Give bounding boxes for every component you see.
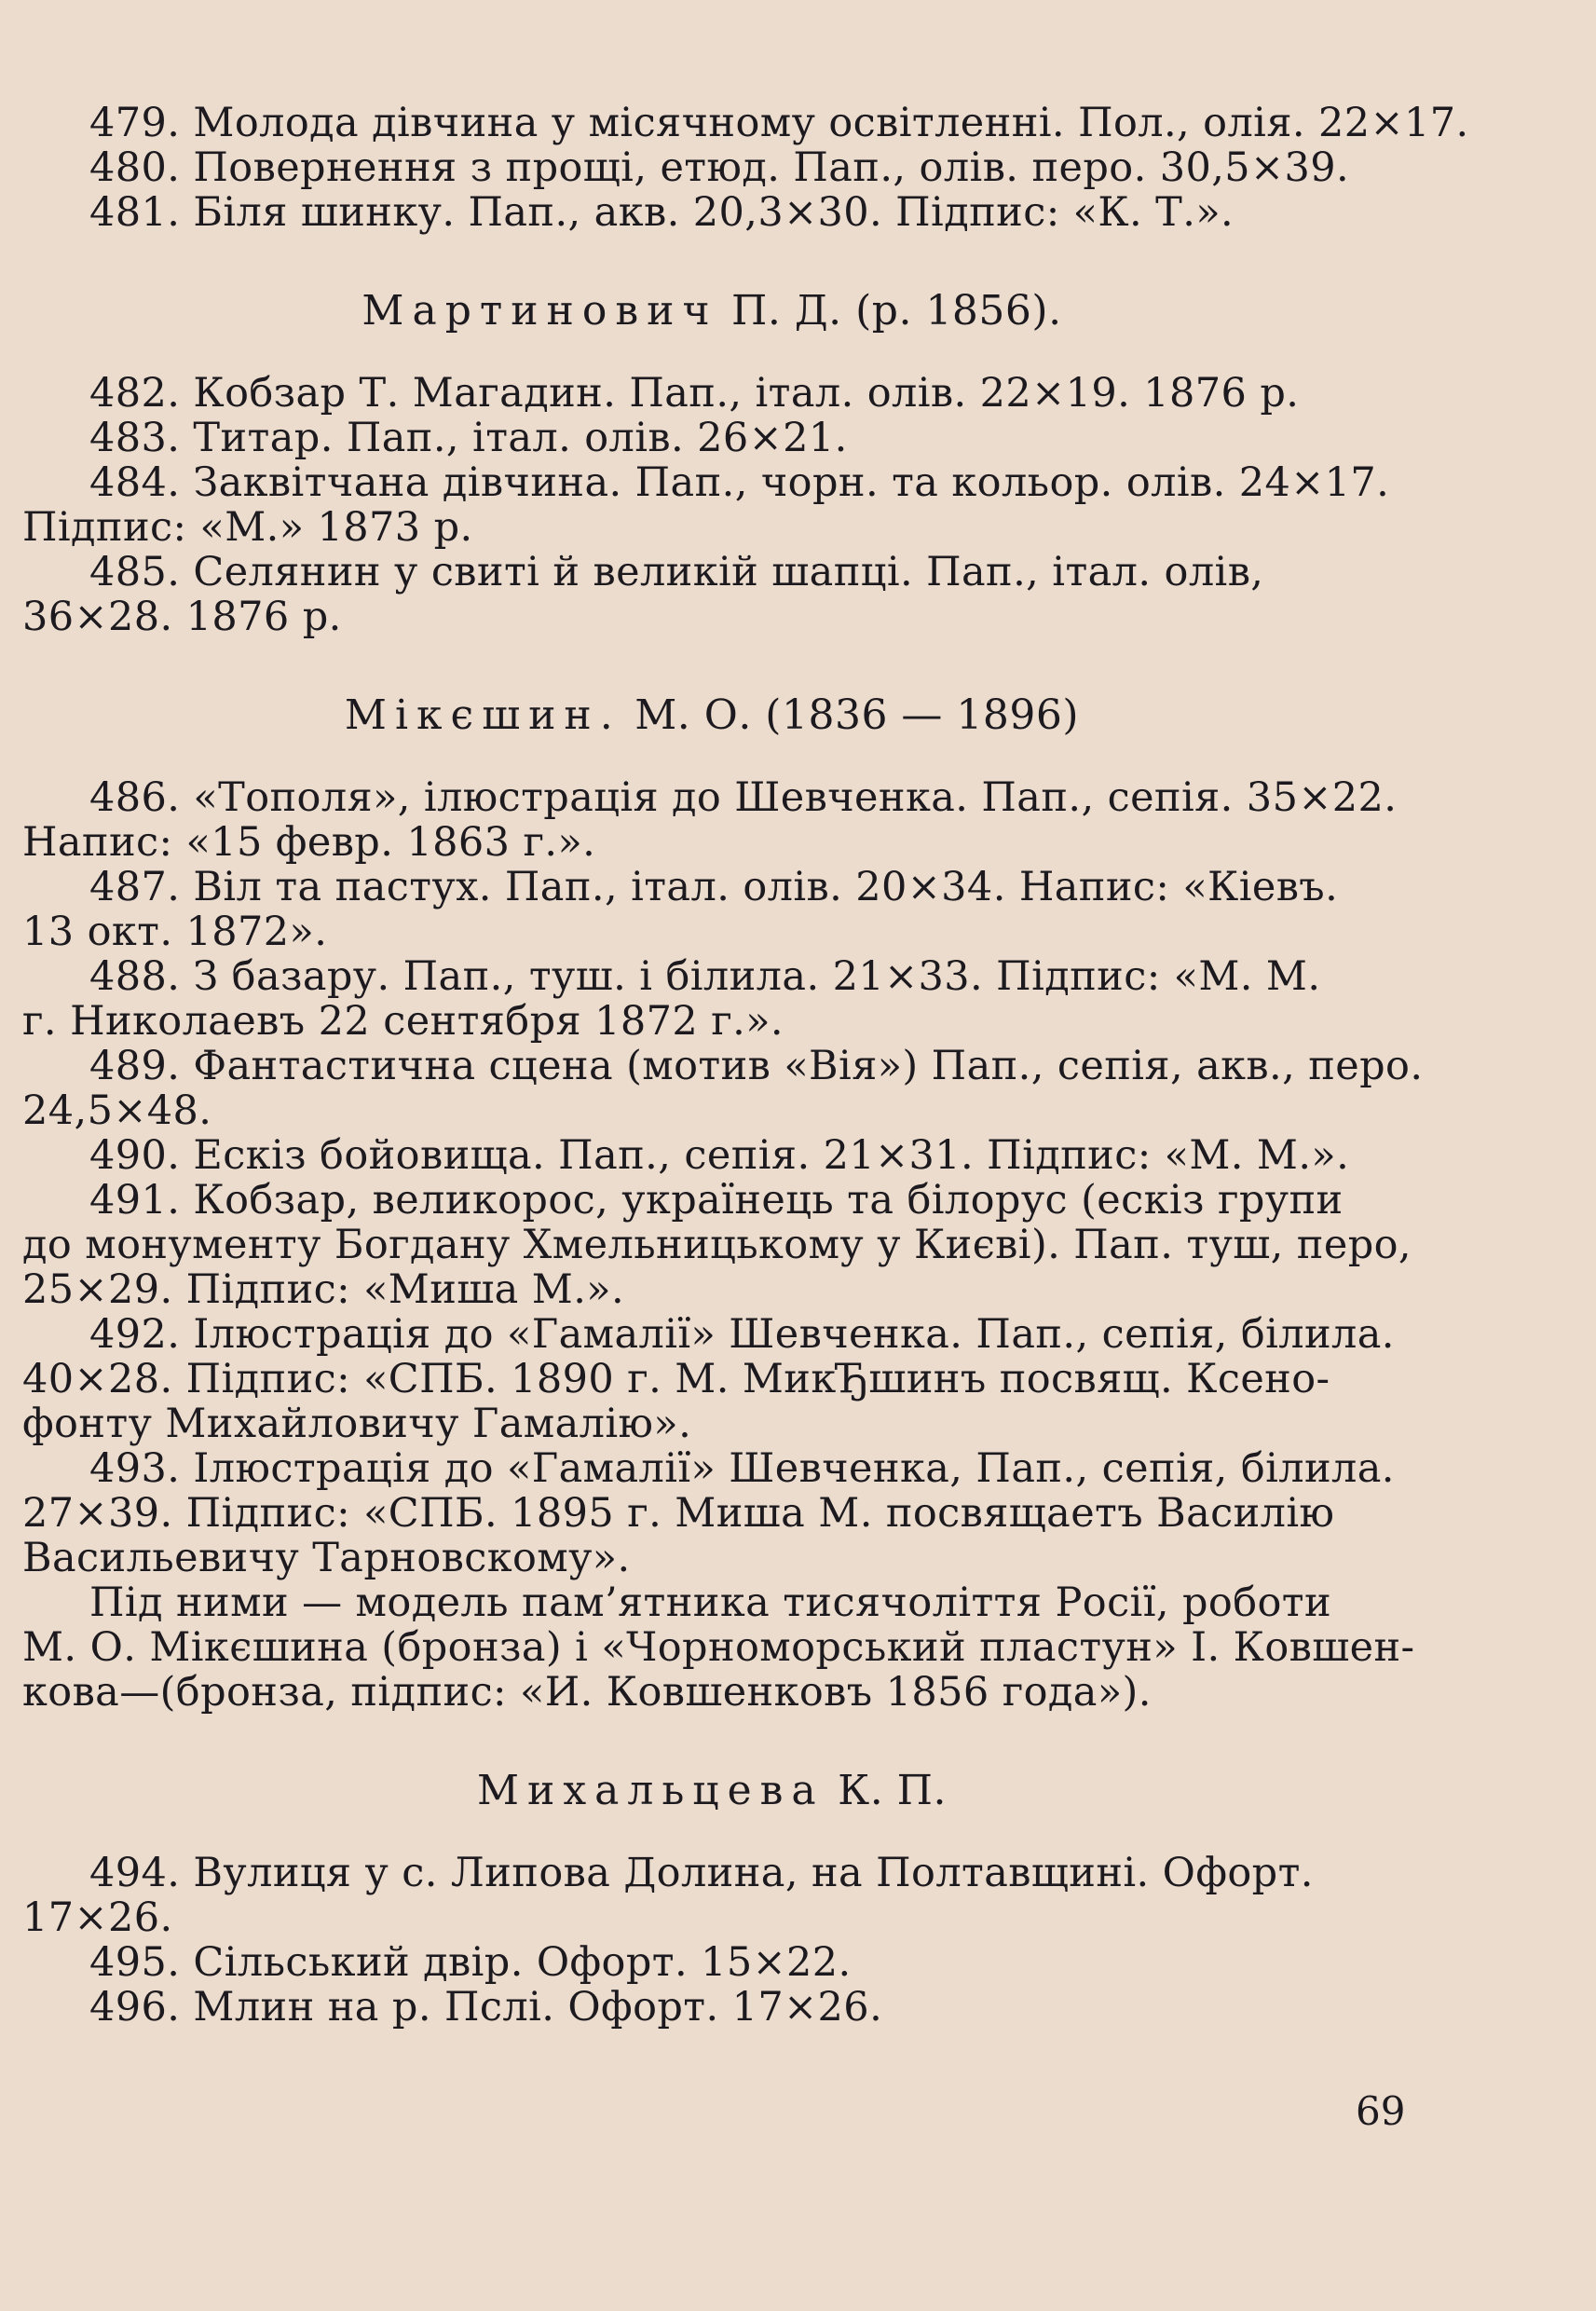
entry-line: 488. З базару. Пап., туш. і білила. 21×33. Підпис: «М. М. xyxy=(89,953,1321,1000)
entry-line: 25×29. Підпис: «Миша М.». xyxy=(22,1266,625,1313)
entry-line: 482. Кобзар Т. Магадин. Пап., італ. олів. 22×19. 1876 р. xyxy=(89,370,1300,417)
entry-line: 495. Сільський двір. Офорт. 15×22. xyxy=(89,1939,852,1986)
artist-details: К. П. xyxy=(838,1767,948,1814)
catalog-entry-494 xyxy=(22,1851,1401,1940)
entry-line: 496. Млин на р. Пслі. Офорт. 17×26. xyxy=(89,1984,883,2031)
catalog-entry-484 xyxy=(22,460,1401,550)
entry-line: Під ними — модель пам’ятника тисячоліття Росії, роботи xyxy=(89,1579,1332,1626)
entry-line: 486. «Тополя», ілюстрація до Шевченка. Пап., сепія. 35×22. xyxy=(89,774,1398,821)
entry-line: 492. Ілюстрація до «Гамалії» Шевченка. Пап., сепія, білила. xyxy=(89,1311,1395,1358)
catalog-entry-495 xyxy=(22,1940,1401,1985)
catalog-page xyxy=(22,100,1469,2031)
entry-line: 487. Віл та пастух. Пап., італ. олів. 20×34. Напис: «Кіевъ. xyxy=(89,864,1339,910)
entry-line: Напис: «15 февр. 1863 г.». xyxy=(22,819,596,866)
catalog-entry-491 xyxy=(22,1177,1412,1313)
artist-heading xyxy=(22,289,1401,334)
entry-line: Васильевичу Тарновскому». xyxy=(22,1535,631,1581)
entry-line: 481. Біля шинку. Пап., акв. 20,3×30. Підпис: «К. Т.». xyxy=(89,189,1235,236)
catalog-entry-486 xyxy=(22,775,1401,865)
entry-line: 490. Ескіз бойовища. Пап., сепія. 21×31. Підпис: «М. М.». xyxy=(89,1132,1350,1179)
entry-line: 36×28. 1876 р. xyxy=(22,594,342,640)
catalog-entry-485 xyxy=(22,550,1401,639)
catalog-entry-482 xyxy=(22,371,1401,416)
catalog-entry-481 xyxy=(22,190,1401,235)
section xyxy=(22,100,1469,236)
entry-line: 27×39. Підпис: «СПБ. 1895 г. Миша М. посвящаетъ Василію xyxy=(22,1490,1335,1537)
entry-line: 493. Ілюстрація до «Гамалії» Шевченка, Пап., сепія, білила. xyxy=(89,1445,1395,1492)
entry-line: 13 окт. 1872». xyxy=(22,909,328,955)
entry-line: 491. Кобзар, великорос, українець та білорус (ескіз групи xyxy=(89,1177,1344,1224)
catalog-entry-488 xyxy=(22,954,1401,1044)
entry-line: кова—(бронза, підпис: «И. Ковшенковъ 1856 года»). xyxy=(22,1669,1152,1716)
catalog-entry-483 xyxy=(22,416,1401,460)
entry-line: 485. Селянин у свиті й великій шапці. Пап., італ. олів, xyxy=(89,549,1264,595)
catalog-entry-493 xyxy=(22,1446,1401,1580)
artist-surname: Михальцева xyxy=(476,1767,825,1814)
catalog-entry-492 xyxy=(22,1312,1401,1446)
section xyxy=(22,691,1424,1716)
catalog-entry-487 xyxy=(22,865,1401,954)
catalog-entry-496 xyxy=(22,1985,1401,2030)
entry-line: 483. Титар. Пап., італ. олів. 26×21. xyxy=(89,415,848,461)
artist-surname: Мартинович xyxy=(361,287,718,335)
entry-line: фонту Михайловичу Гамалію». xyxy=(22,1401,692,1447)
catalog-entry-480 xyxy=(22,145,1401,190)
entry-line: 489. Фантастична сцена (мотив «Вія») Пап., сепія, акв., перо. xyxy=(89,1043,1424,1089)
catalog-note xyxy=(22,1579,1415,1716)
entry-line: 40×28. Підпис: «СПБ. 1890 г. М. МикЂшинъ посвящ. Ксено- xyxy=(22,1356,1330,1402)
entry-line: г. Николаевъ 22 сентября 1872 г.». xyxy=(22,998,784,1045)
entry-line: до монументу Богдану Хмельницькому у Києві). Пап. туш, перо, xyxy=(22,1222,1412,1268)
entry-line: 17×26. xyxy=(22,1894,173,1941)
artist-details: П. Д. (р. 1856). xyxy=(731,287,1062,335)
catalog-entry-479 xyxy=(22,100,1469,146)
section xyxy=(22,289,1401,639)
catalog-entry-489 xyxy=(22,1043,1424,1134)
entry-line: Підпис: «М.» 1873 р. xyxy=(22,504,473,551)
entry-line: 479. Молода дівчина у місячному освітленні. Пол., олія. 22×17. xyxy=(89,100,1469,146)
catalog-entry-490 xyxy=(22,1133,1401,1178)
entry-line: 494. Вулиця у с. Липова Долина, на Полтавщині. Офорт. xyxy=(89,1850,1314,1896)
artist-details: М. О. (1836 — 1896) xyxy=(634,691,1080,739)
entry-line: 24,5×48. xyxy=(22,1087,212,1134)
artist-heading xyxy=(22,693,1401,738)
entry-line: М. О. Мікєшина (бронза) і «Чорноморський пластун» І. Ковшен- xyxy=(22,1624,1415,1671)
entry-line: 480. Повернення з прощі, етюд. Пап., олів. перо. 30,5×39. xyxy=(89,144,1350,191)
section xyxy=(22,1769,1401,2030)
artist-heading xyxy=(22,1769,1401,1813)
artist-surname: Мікєшин. xyxy=(344,691,621,739)
page-number: 69 xyxy=(1356,2088,1406,2134)
entry-line: 484. Заквітчана дівчина. Пап., чорн. та кольор. олів. 24×17. xyxy=(89,459,1390,506)
